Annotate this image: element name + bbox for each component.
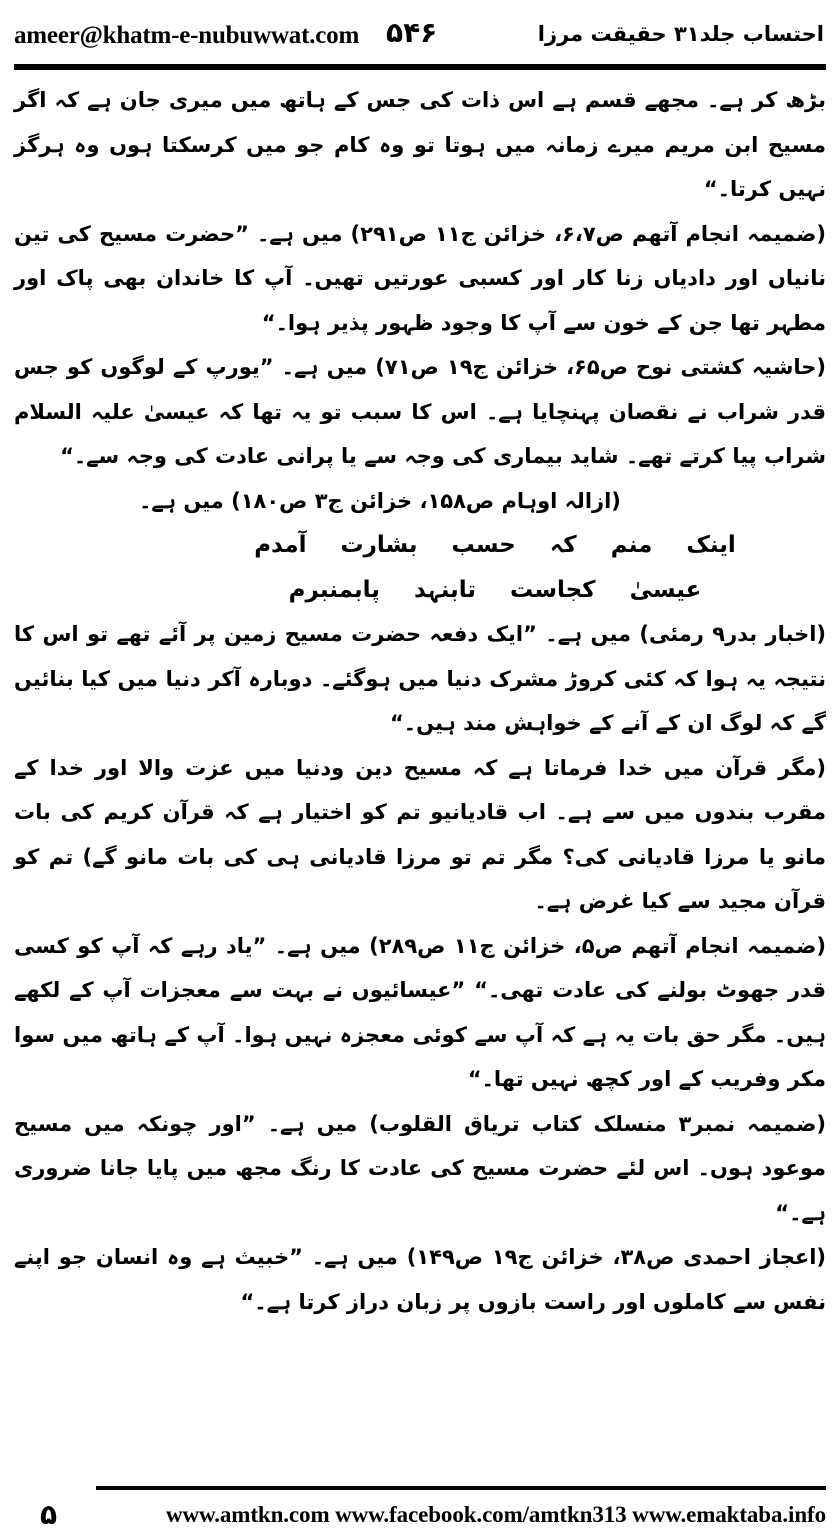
verse-word: حسب	[451, 532, 516, 558]
footer-rule	[96, 1486, 826, 1490]
verse-word: بشارت	[340, 532, 418, 558]
paragraph-7: (ضمیمہ انجام آتھم ص۵، خزائن ج۱۱ ص۲۸۹) میں ہے۔ ”یاد رہے کہ آپ کو کسی قدر جھوٹ بولنے کی عادت تھی۔“ ”عیسائیوں نے بہت سے معجزات آپ کے لکھے ہیں۔ مگر حق بات یہ ہے کہ آپ سے کوئی معجزہ نہیں ہوا۔ آپ کے ہاتھ میں سوا مکر وفریب کے اور کچھ نہیں تھا۔“	[14, 933, 826, 1091]
footer-page-number: ۵	[40, 1498, 58, 1531]
header-rule	[14, 64, 826, 70]
verse-word: اینک	[686, 532, 736, 558]
persian-verse-line-2	[14, 568, 826, 613]
paragraph-5: (اخبار بدر۹ رمئی) میں ہے۔ ”ایک دفعہ حضرت مسیح زمین پر آئے تھے تو اس کا نتیجہ یہ ہوا کہ کئی کروڑ مشرک دنیا میں ہوگئے۔ دوبارہ آکر دنیا میں کیا بنائیں گے کہ لوگ ان کے آنے کے خواہش مند ہیں۔“	[14, 622, 826, 735]
paragraph-3: (حاشیہ کشتی نوح ص۶۵، خزائن ج۱۹ ص۷۱) میں ہے۔ ”یورپ کے لوگوں کو جس قدر شراب نے نقصان پہنچایا ہے۔ اس کا سبب تو یہ تھا کہ عیسیٰ علیہ السلام شراب پیا کرتے تھے۔ شاید بیماری کی وجہ سے یا پرانی عادت کی وجہ سے۔“	[14, 355, 826, 468]
persian-verse-line-1	[14, 523, 826, 568]
paragraph-2: (ضمیمہ انجام آتھم ص۶،۷، خزائن ج۱۱ ص۲۹۱) میں ہے۔ ”حضرت مسیح کی تین نانیاں اور دادیاں زنا کار اور کسبی عورتیں تھیں۔ آپ کا خاندان بھی پاک اور مطہر تھا جن کے خون سے آپ کا وجود ظہور پذیر ہوا۔“	[14, 221, 826, 335]
footer-website-links[interactable]: www.amtkn.com www.facebook.com/amtkn313 www.emaktaba.info	[165, 1502, 826, 1527]
paragraph-8: (ضمیمہ نمبر۳ منسلک کتاب تریاق القلوب) میں ہے۔ ”اور چونکہ میں مسیح موعود ہوں۔ اس لئے حضرت مسیح کی عادت کا رنگ مجھ میں پایا جانا ضروری ہے۔“	[14, 1111, 826, 1225]
verse-word: کہ	[549, 532, 577, 558]
header-page-number: ۵۴۶	[386, 16, 438, 49]
verse-word: آمدم	[254, 532, 307, 558]
header-title: احتساب جلد۳۱ حقیقت مرزا	[537, 22, 824, 46]
paragraph-9: (اعجاز احمدی ص۳۸، خزائن ج۱۹ ص۱۴۹) میں ہے۔ ”خبیث ہے وہ انسان جو اپنے نفس سے کاملوں اور راست بازوں پر زبان دراز کرتا ہے۔“	[14, 1245, 827, 1314]
page-body	[14, 78, 826, 1324]
verse-word: تابنہد	[413, 576, 476, 603]
verse-word: کجاست	[510, 576, 596, 603]
paragraph-1: بڑھ کر ہے۔ مجھے قسم ہے اس ذات کی جس کے ہاتھ میں میری جان ہے کہ اگر مسیح ابن مریم میرے زمانہ میں ہوتا تو وہ کام جو میں کرسکتا ہوں وہ ہرگز نہیں کرتا۔“	[14, 88, 826, 201]
verse-word: منم	[610, 532, 653, 558]
verse-word: پابمنبرم	[288, 576, 380, 603]
paragraph-4: (ازالہ اوہام ص۱۵۸، خزائن ج۳ ص۱۸۰) میں ہے۔	[139, 488, 621, 513]
page-footer	[0, 1496, 840, 1536]
page-header	[14, 16, 826, 56]
verse-word: عیسیٰ	[629, 576, 702, 603]
paragraph-6: (مگر قرآن میں خدا فرماتا ہے کہ مسیح دین ودنیا میں عزت والا اور خدا کے مقرب بندوں میں سے ہے۔ اب قادیانیو تم کو اختیار ہے کہ قرآن کریم کی بات مانو یا مرزا قادیانی کی؟ مگر تم تو مرزا قادیانی ہی کی بات مانو گے) تم کو قرآن مجید سے کیا غرض ہے۔	[14, 755, 826, 913]
header-email[interactable]: ameer@khatm-e-nubuwwat.com	[14, 22, 360, 49]
